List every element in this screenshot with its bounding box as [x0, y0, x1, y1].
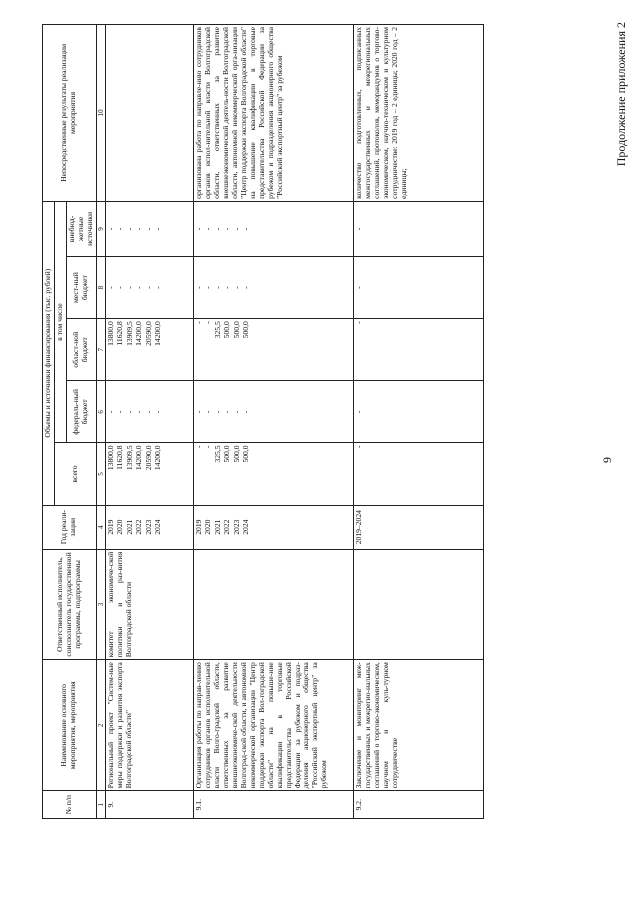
col-number: 4: [96, 505, 105, 549]
header-num: № п/п: [43, 791, 97, 819]
activity-name: Заключение и мониторинг меж-государственных и межрегио-нальных соглашений о торгово-экономическом, научном и куль-турном сотрудничестве: [354, 660, 484, 791]
cell-value: -: [354, 410, 364, 414]
appendix-continuation-title: Продолжение приложения 2: [614, 22, 628, 167]
executor: комитет экономиче-ской политики и раз-вития Волгоградской области: [106, 549, 194, 659]
cell-value: 14200,0: [152, 445, 162, 471]
cell-value: -: [194, 286, 204, 289]
cell-value: -: [134, 227, 144, 231]
federal-list: [106, 381, 194, 443]
cell-value: -: [203, 321, 213, 324]
cell-value: 2023: [143, 519, 153, 535]
col-number: 9: [96, 201, 105, 256]
page-number: 9: [600, 457, 614, 463]
federal-list: [354, 381, 484, 443]
cell-value: -: [194, 410, 204, 414]
cell-value: 2021: [212, 519, 222, 535]
activity-name: Региональный проект "Систем-ные меры поддержки и развития экспорта Волгоградской области": [106, 660, 194, 791]
extra-list: [106, 201, 194, 256]
cell-value: 2019–2024: [354, 510, 364, 545]
cell-value: -: [152, 227, 162, 231]
cell-value: -: [354, 445, 364, 448]
cell-value: -: [194, 321, 204, 324]
activity-name: Организация работы по направ-лению сотрудников органов исполнительной власти Волго-градской области, ответственных за развитие внешнеэкономиче-ской деятельности Волгоград-ской области, и автономной некоммерческой организации "Центр поддержки экспорта Вол-гоградской области" на повыше-ние квалификации в торговые представительства Российской Федерации за рубежом и подраз-деления акционерного общества "Российский экспортный центр" за рубежом: [194, 660, 354, 791]
table-row: [354, 25, 484, 819]
cell-value: -: [134, 286, 144, 289]
header-name: Наименование основного мероприятия, мероприятия: [43, 660, 97, 791]
activity-result: количество подготовленных, подписанных межгосударственных и межрегиональных соглашений, протоколов, меморандумов о торгово-экономическом, научно-техническом и культурном сотрудничестве: 2019 год – 2 единицы; 2020 год – 2 единицы;: [354, 25, 484, 202]
activity-result: [106, 25, 194, 202]
cell-value: -: [203, 286, 213, 289]
header-incl: в том числе: [54, 201, 66, 443]
cell-value: 500,0: [231, 321, 241, 339]
col-number: 5: [96, 443, 105, 505]
cell-value: -: [354, 321, 364, 324]
col-number: 6: [96, 381, 105, 443]
year-list: [194, 505, 354, 549]
cell-value: -: [231, 286, 241, 289]
cell-value: 2024: [240, 519, 250, 535]
cell-value: -: [106, 286, 116, 289]
cell-value: -: [194, 227, 204, 231]
cell-value: -: [203, 445, 213, 448]
cell-value: -: [212, 227, 222, 231]
header-federal: федераль-ный бюджет: [66, 381, 96, 443]
header-local: мест-ный бюджет: [66, 257, 96, 319]
cell-value: 500,0: [240, 321, 250, 339]
local-list: [106, 257, 194, 319]
cell-value: -: [124, 410, 134, 414]
cell-value: -: [354, 227, 364, 231]
header-extra: внебюд-жетные источники: [66, 201, 96, 256]
cell-value: 500,0: [240, 445, 250, 463]
cell-value: -: [115, 286, 125, 289]
cell-value: 14200,0: [152, 321, 162, 346]
total-list: [354, 443, 484, 505]
local-list: [194, 257, 354, 319]
row-number: 9.1.: [194, 791, 354, 819]
cell-value: 2022: [134, 519, 144, 535]
column-number-row: [96, 25, 105, 819]
table-row: [106, 25, 194, 819]
cell-value: -: [143, 286, 153, 289]
program-table: [42, 24, 484, 819]
executor: [194, 549, 354, 659]
year-list: [106, 505, 194, 549]
cell-value: -: [106, 227, 116, 231]
cell-value: 13800,0: [106, 445, 116, 471]
header-total: всего: [54, 443, 96, 505]
row-number: 9.: [106, 791, 194, 819]
cell-value: 2022: [222, 519, 232, 535]
col-number: 10: [96, 25, 105, 202]
total-list: [106, 443, 194, 505]
cell-value: -: [354, 286, 364, 289]
cell-value: -: [134, 410, 144, 414]
cell-value: 11620,8: [115, 445, 125, 470]
row-number: 9.2.: [354, 791, 484, 819]
col-number: 8: [96, 257, 105, 319]
cell-value: -: [231, 410, 241, 414]
table-row: [194, 25, 354, 819]
cell-value: 2020: [115, 519, 125, 535]
cell-value: 500,0: [222, 321, 232, 339]
cell-value: -: [231, 227, 241, 231]
cell-value: -: [212, 410, 222, 414]
total-list: [194, 443, 354, 505]
cell-value: 14200,0: [134, 321, 144, 346]
cell-value: 13909,5: [124, 321, 134, 346]
header-results: Непосредственные результаты реализации мероприятия: [43, 25, 97, 202]
cell-value: 13909,5: [124, 445, 134, 471]
cell-value: -: [152, 286, 162, 289]
header-executor: Ответственный исполнитель, соисполнитель государственной программы, подпрограммы: [43, 549, 97, 659]
cell-value: -: [115, 227, 125, 231]
cell-value: -: [124, 227, 134, 231]
activity-result: организована работа по направле-нию сотрудников органов испол-нительной власти Волгоградской области, ответственных за развитие внешнеэкономической деятель-ности Волгоградской области, автономной некоммерческой орга-низации "Центр поддержки экспорта Волгоградской области" на повышение квалификации в торговые представительства Российской Федерации за рубежом и подразделения акционерного общества "Российский экспортный центр" за рубежом: [194, 25, 354, 202]
cell-value: 325,5: [212, 321, 222, 339]
cell-value: -: [240, 286, 250, 289]
cell-value: -: [240, 410, 250, 414]
cell-value: 2021: [124, 519, 134, 535]
extra-list: [354, 201, 484, 256]
cell-value: 500,0: [222, 445, 232, 463]
cell-value: 11620,8: [115, 321, 125, 346]
cell-value: -: [194, 445, 204, 448]
cell-value: -: [222, 227, 232, 231]
cell-value: 2020: [203, 519, 213, 535]
cell-value: -: [203, 410, 213, 414]
cell-value: 20590,0: [143, 321, 153, 346]
cell-value: -: [143, 410, 153, 414]
cell-value: -: [212, 286, 222, 289]
regional-list: [106, 319, 194, 381]
header-regional: област-ной бюджет: [66, 319, 96, 381]
col-number: 3: [96, 549, 105, 659]
cell-value: 13800,0: [106, 321, 116, 346]
cell-value: -: [106, 410, 116, 414]
year-list: [354, 505, 484, 549]
regional-list: [354, 319, 484, 381]
col-number: 7: [96, 319, 105, 381]
executor: [354, 549, 484, 659]
header-financing: Объемы и источники финансирования (тыс. рублей): [43, 201, 55, 505]
col-number: 2: [96, 660, 105, 791]
cell-value: 14200,0: [134, 445, 144, 471]
cell-value: -: [152, 410, 162, 414]
federal-list: [194, 381, 354, 443]
cell-value: -: [203, 227, 213, 231]
regional-list: [194, 319, 354, 381]
cell-value: -: [222, 410, 232, 414]
cell-value: 500,0: [231, 445, 241, 463]
cell-value: 2024: [152, 519, 162, 535]
cell-value: -: [222, 286, 232, 289]
cell-value: -: [124, 286, 134, 289]
cell-value: 2019: [106, 519, 116, 535]
cell-value: -: [143, 227, 153, 231]
header-year: Год реали-зации: [43, 505, 97, 549]
cell-value: 325,5: [212, 445, 222, 463]
cell-value: 2023: [231, 519, 241, 535]
cell-value: 20590,0: [143, 445, 153, 471]
cell-value: -: [115, 410, 125, 414]
cell-value: -: [240, 227, 250, 231]
cell-value: 2019: [194, 519, 204, 535]
extra-list: [194, 201, 354, 256]
col-number: 1: [96, 791, 105, 819]
local-list: [354, 257, 484, 319]
